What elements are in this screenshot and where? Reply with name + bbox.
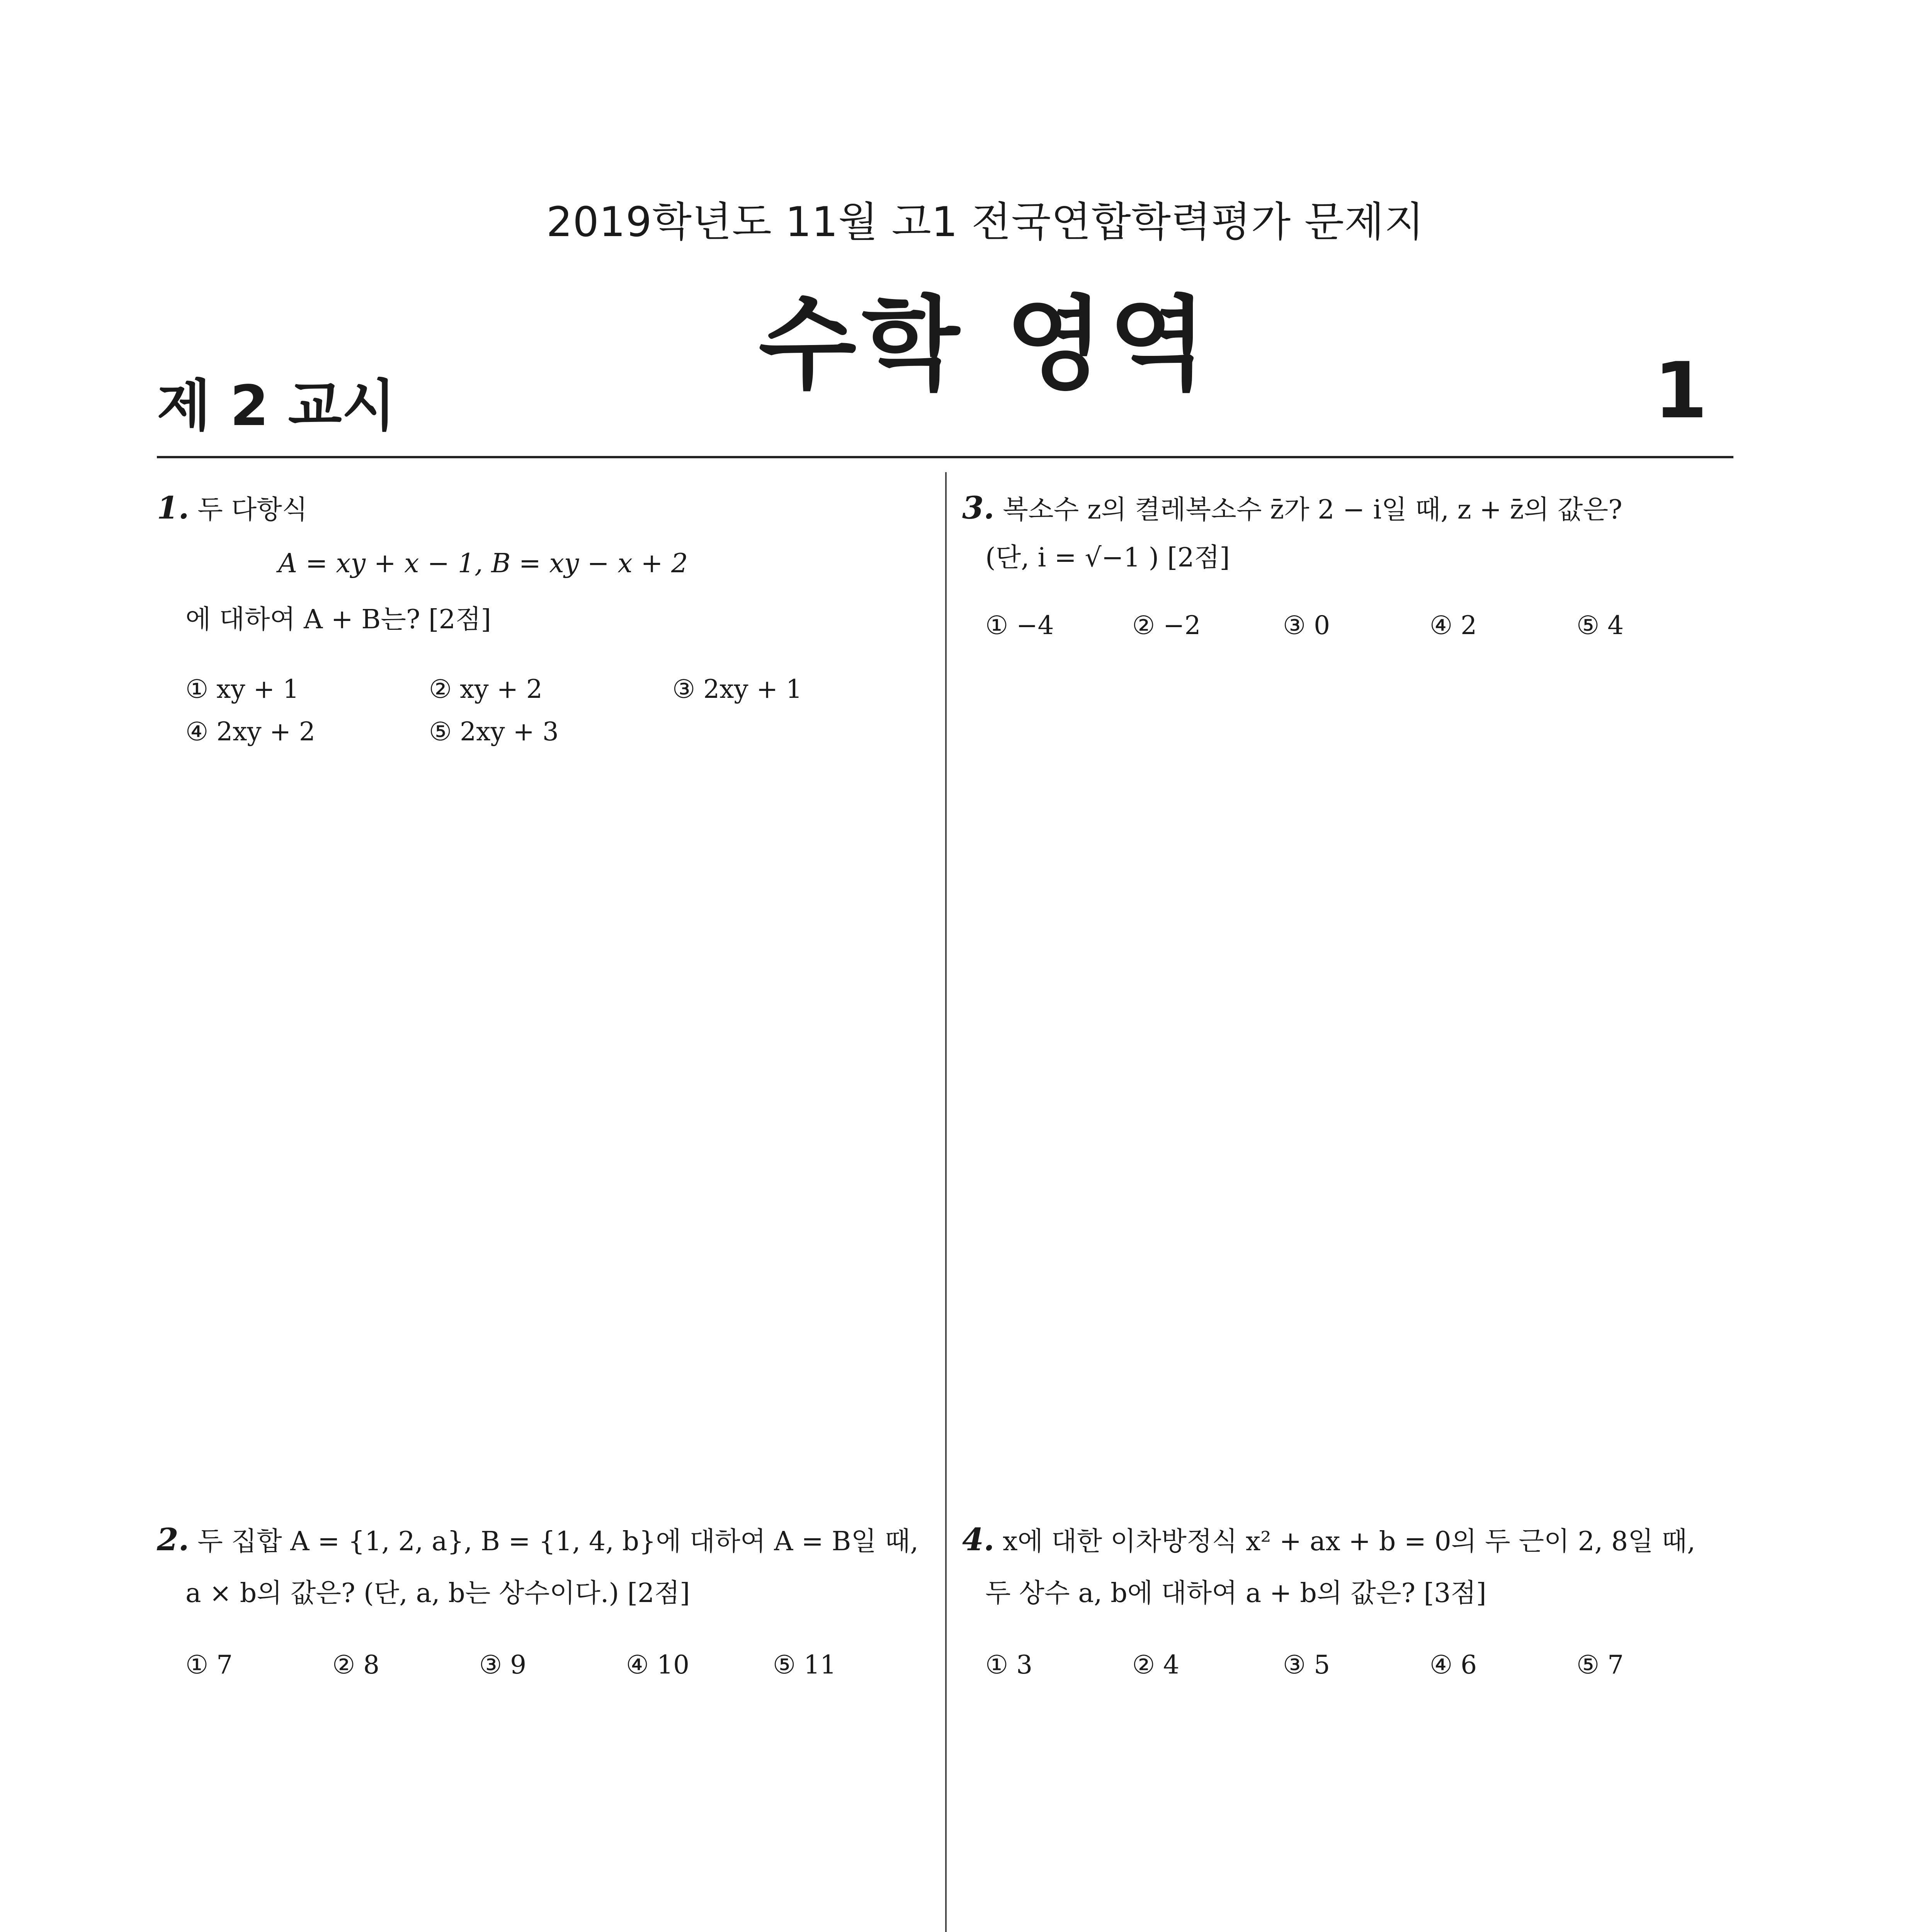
question-4-option-2[interactable]: ② 4 [1132,1650,1180,1680]
question-2-option-3[interactable]: ③ 9 [479,1650,527,1680]
question-number: 3. [962,490,995,526]
question-4-option-1[interactable]: ① 3 [985,1650,1033,1680]
question-3-option-4[interactable]: ④ 2 [1430,611,1477,640]
question-4-prompt: 두 상수 a, b에 대하여 a + b의 값은? [3점] [985,1578,1486,1609]
question-1-option-1[interactable]: ① xy + 1 [185,674,299,704]
question-3 [962,483,1622,535]
column-divider [945,472,947,1932]
question-2-option-5[interactable]: ⑤ 11 [773,1650,837,1680]
session-label: 제 2 교시 [157,373,396,438]
question-3-option-2[interactable]: ② −2 [1132,611,1201,640]
question-1-prompt: 에 대하여 A + B는? [2점] [185,604,492,635]
question-1-option-3[interactable]: ③ 2xy + 1 [672,674,802,704]
question-2-option-4[interactable]: ④ 10 [626,1650,690,1680]
question-2-option-1[interactable]: ① 7 [185,1650,233,1680]
question-3-option-3[interactable]: ③ 0 [1283,611,1330,640]
question-text: 복소수 z의 켤레복소수 z̄가 2 − i일 때, z + z̄의 값은? [1003,495,1622,525]
question-number: 1. [157,490,189,526]
question-4 [962,1515,1696,1566]
question-3-option-1[interactable]: ① −4 [985,611,1054,640]
subject-title: 수학 영역 [759,286,1212,403]
question-1-option-2[interactable]: ② xy + 2 [429,674,543,704]
question-3-condition: (단, i = √−1 ) [2점] [985,543,1230,573]
exam-title: 2019학년도 11월 고1 전국연합학력평가 문제지 [546,198,1425,246]
question-text: 두 집합 A = {1, 2, a}, B = {1, 4, b}에 대하여 A = B일 때, [197,1526,919,1557]
question-text: x에 대한 이차방정식 x² + ax + b = 0의 두 근이 2, 8일 때, [1003,1526,1696,1557]
question-2-option-2[interactable]: ② 8 [332,1650,380,1680]
question-1-option-5[interactable]: ⑤ 2xy + 3 [429,717,559,747]
question-number: 2. [157,1521,189,1558]
question-4-option-4[interactable]: ④ 6 [1430,1650,1477,1680]
question-1-option-4[interactable]: ④ 2xy + 2 [185,717,315,747]
question-1-equation: A = xy + x − 1, B = xy − x + 2 [278,548,688,579]
question-1 [157,483,308,535]
question-number: 4. [962,1521,995,1558]
question-2-prompt: a × b의 값은? (단, a, b는 상수이다.) [2점] [185,1578,690,1609]
header-rule [157,456,1733,458]
question-4-option-3[interactable]: ③ 5 [1283,1650,1330,1680]
question-text: 두 다항식 [197,495,308,525]
question-4-option-5[interactable]: ⑤ 7 [1577,1650,1624,1680]
question-2 [157,1515,918,1566]
page-number-big: 1 [1654,346,1708,436]
question-3-option-5[interactable]: ⑤ 4 [1577,611,1624,640]
